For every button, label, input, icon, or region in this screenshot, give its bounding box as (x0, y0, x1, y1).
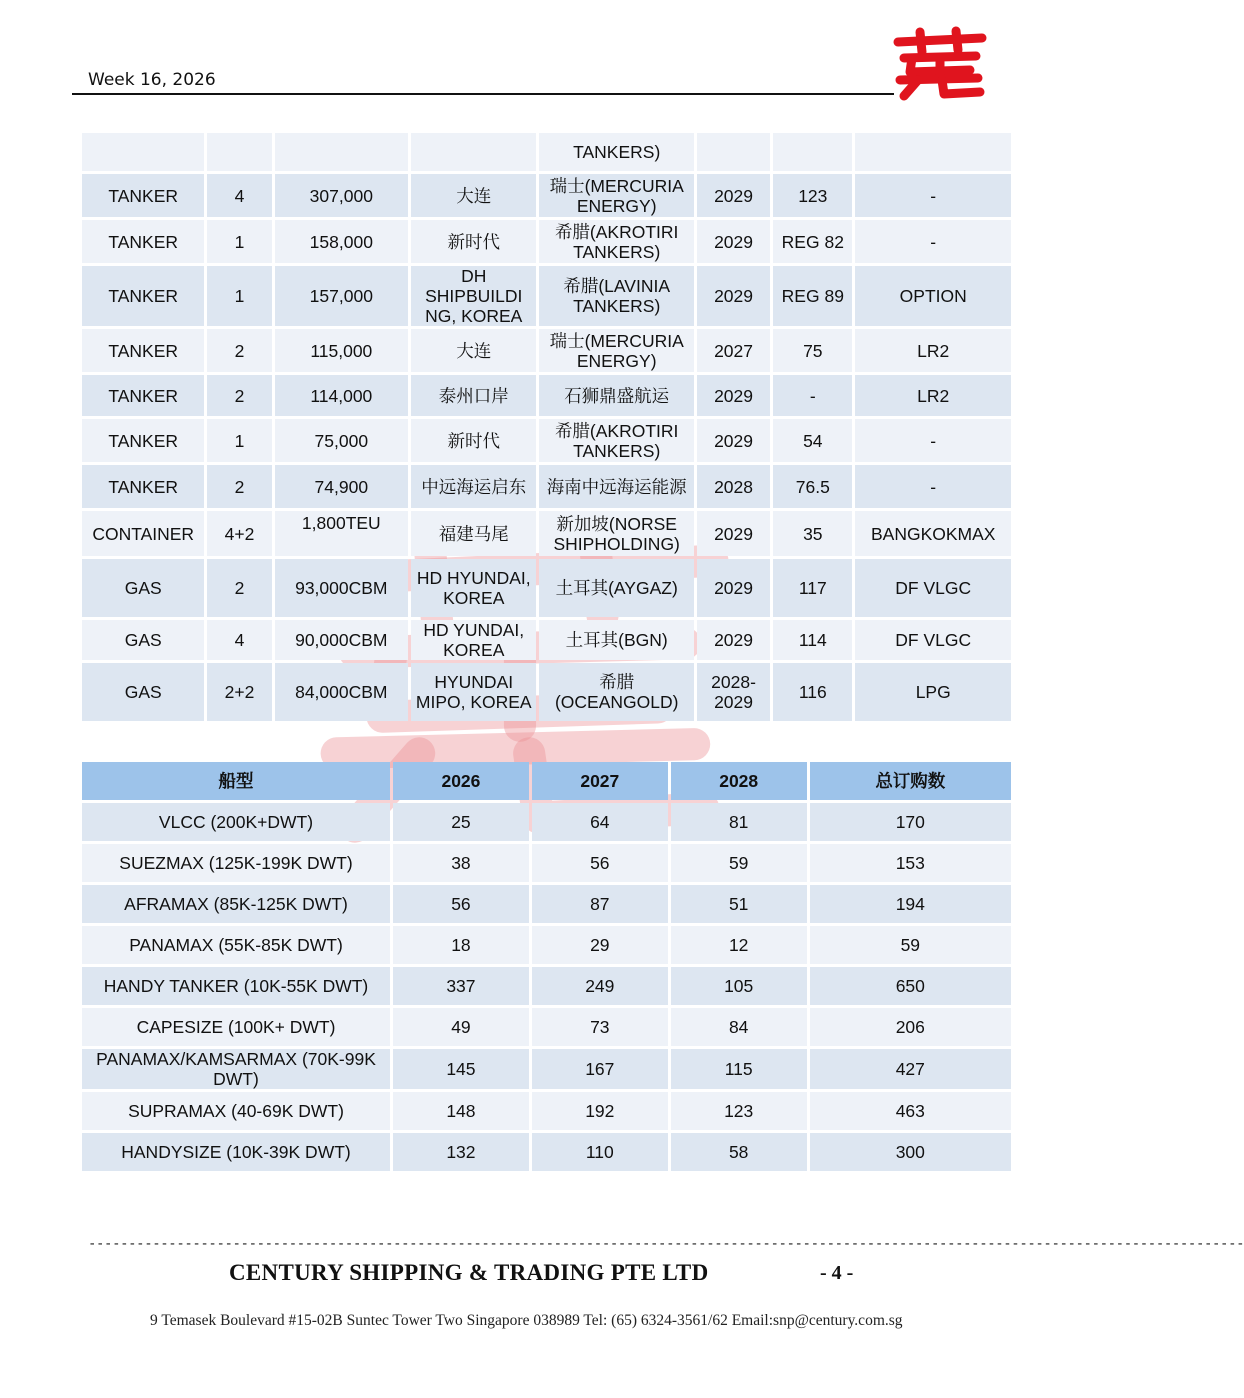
order-cell-size: 158,000 (275, 220, 408, 263)
orderbook-cell-count-2027: 87 (532, 885, 668, 923)
orderbook-cell-total-orders: 59 (810, 926, 1011, 964)
order-cell-yard: DH SHIPBUILDI NG, KOREA (411, 266, 536, 326)
order-cell-delivery: 2029 (697, 174, 770, 217)
orderbook-cell-total-orders: 300 (810, 1133, 1011, 1171)
order-cell-size: 114,000 (275, 375, 408, 416)
order-cell-remarks (855, 133, 1011, 171)
order-cell-owner: 新加坡(NORSE SHIPHOLDING) (539, 511, 694, 556)
order-cell-owner: 希腊(LAVINIA TANKERS) (539, 266, 694, 326)
order-cell-price: REG 82 (773, 220, 852, 263)
orderbook-cell-count-2027: 56 (532, 844, 668, 882)
order-cell-remarks: - (855, 419, 1011, 462)
order-cell-type: GAS (82, 663, 204, 721)
orderbook-cell-count-2028: 123 (671, 1092, 807, 1130)
order-cell-price: 123 (773, 174, 852, 217)
order-cell-qty: 2 (207, 465, 271, 508)
order-row (82, 220, 1011, 263)
order-cell-price: 75 (773, 329, 852, 372)
order-cell-remarks: LR2 (855, 329, 1011, 372)
orderbook-row (82, 885, 1011, 923)
order-row (82, 559, 1011, 617)
orderbook-cell-count-2026: 337 (393, 967, 529, 1005)
header-divider (72, 93, 894, 95)
orderbook-cell-ship-type: HANDY TANKER (10K-55K DWT) (82, 967, 390, 1005)
order-row (82, 375, 1011, 416)
order-cell-owner: 希腊(AKROTIRI TANKERS) (539, 220, 694, 263)
order-cell-yard: 福建马尾 (411, 511, 536, 556)
orderbook-cell-ship-type: AFRAMAX (85K-125K DWT) (82, 885, 390, 923)
orderbook-cell-count-2026: 132 (393, 1133, 529, 1171)
order-cell-owner: 土耳其(BGN) (539, 620, 694, 660)
order-cell-price: 76.5 (773, 465, 852, 508)
company-logo (892, 28, 988, 100)
order-cell-owner: 希腊(AKROTIRI TANKERS) (539, 419, 694, 462)
order-cell-qty (207, 133, 271, 171)
order-cell-qty: 2+2 (207, 663, 271, 721)
orderbook-row (82, 1092, 1011, 1130)
order-cell-delivery: 2028-2029 (697, 663, 770, 721)
orderbook-row (82, 967, 1011, 1005)
order-cell-size: 307,000 (275, 174, 408, 217)
order-cell-size (275, 133, 408, 171)
order-row (82, 174, 1011, 217)
order-cell-yard: 中远海运启东 (411, 465, 536, 508)
orderbook-cell-ship-type: PANAMAX/KAMSARMAX (70K-99K DWT) (82, 1049, 390, 1089)
orderbook-cell-count-2027: 192 (532, 1092, 668, 1130)
orderbook-cell-total-orders: 427 (810, 1049, 1011, 1089)
order-cell-delivery (697, 133, 770, 171)
orderbook-cell-count-2028: 84 (671, 1008, 807, 1046)
orderbook-cell-total-orders: 650 (810, 967, 1011, 1005)
order-row (82, 266, 1011, 326)
orderbook-cell-count-2027: 29 (532, 926, 668, 964)
order-cell-size: 157,000 (275, 266, 408, 326)
orderbook-cell-ship-type: PANAMAX (55K-85K DWT) (82, 926, 390, 964)
order-cell-type: GAS (82, 620, 204, 660)
order-cell-yard: HD YUNDAI, KOREA (411, 620, 536, 660)
order-cell-yard: HYUNDAI MIPO, KOREA (411, 663, 536, 721)
order-cell-size: 1,800TEU (275, 511, 408, 556)
orderbook-cell-count-2027: 73 (532, 1008, 668, 1046)
orderbook-cell-count-2028: 51 (671, 885, 807, 923)
order-cell-owner: 瑞士(MERCURIA ENERGY) (539, 174, 694, 217)
orderbook-summary-table (79, 759, 1014, 1174)
orderbook-cell-count-2028: 12 (671, 926, 807, 964)
orderbook-cell-count-2026: 25 (393, 803, 529, 841)
order-cell-remarks: LPG (855, 663, 1011, 721)
order-cell-delivery: 2029 (697, 511, 770, 556)
order-row (82, 511, 1011, 556)
orderbook-cell-total-orders: 170 (810, 803, 1011, 841)
page-number: - 4 - (820, 1262, 854, 1284)
order-cell-delivery: 2027 (697, 329, 770, 372)
order-cell-price: - (773, 375, 852, 416)
order-cell-remarks: - (855, 220, 1011, 263)
orderbook-cell-count-2027: 249 (532, 967, 668, 1005)
order-cell-type: TANKER (82, 375, 204, 416)
header-2027: 2027 (532, 762, 668, 800)
order-cell-size: 75,000 (275, 419, 408, 462)
order-cell-type: TANKER (82, 465, 204, 508)
order-cell-owner: 海南中远海运能源 (539, 465, 694, 508)
order-cell-type: TANKER (82, 266, 204, 326)
order-row (82, 329, 1011, 372)
order-cell-yard: HD HYUNDAI, KOREA (411, 559, 536, 617)
order-cell-remarks: DF VLGC (855, 559, 1011, 617)
order-row (82, 419, 1011, 462)
order-cell-qty: 2 (207, 329, 271, 372)
orderbook-row (82, 844, 1011, 882)
order-row (82, 133, 1011, 171)
order-cell-size: 115,000 (275, 329, 408, 372)
order-cell-size: 90,000CBM (275, 620, 408, 660)
order-cell-qty: 4 (207, 174, 271, 217)
order-cell-qty: 4+2 (207, 511, 271, 556)
orderbook-row (82, 803, 1011, 841)
orderbook-cell-count-2028: 59 (671, 844, 807, 882)
header-ship-type: 船型 (82, 762, 390, 800)
orderbook-cell-count-2027: 110 (532, 1133, 668, 1171)
order-cell-owner: 希腊 (OCEANGOLD) (539, 663, 694, 721)
orderbook-cell-ship-type: HANDYSIZE (10K-39K DWT) (82, 1133, 390, 1171)
orderbook-cell-total-orders: 206 (810, 1008, 1011, 1046)
company-name: CENTURY SHIPPING & TRADING PTE LTD (229, 1260, 709, 1285)
order-cell-size: 84,000CBM (275, 663, 408, 721)
footer-dashed-rule: ------------------------------------------------------------------------------------------------------------------------------------------------ (88, 1236, 1244, 1252)
orderbook-header-row (82, 762, 1011, 800)
orderbook-cell-count-2028: 81 (671, 803, 807, 841)
order-cell-price: 54 (773, 419, 852, 462)
order-cell-yard: 大连 (411, 329, 536, 372)
order-cell-remarks: - (855, 174, 1011, 217)
orderbook-cell-count-2027: 167 (532, 1049, 668, 1089)
order-cell-delivery: 2029 (697, 559, 770, 617)
order-cell-yard: 新时代 (411, 220, 536, 263)
order-cell-type: TANKER (82, 220, 204, 263)
orderbook-cell-ship-type: VLCC (200K+DWT) (82, 803, 390, 841)
orderbook-row (82, 1008, 1011, 1046)
order-cell-type: GAS (82, 559, 204, 617)
order-cell-delivery: 2029 (697, 266, 770, 326)
order-cell-delivery: 2028 (697, 465, 770, 508)
header-2026: 2026 (393, 762, 529, 800)
orderbook-row (82, 1133, 1011, 1171)
header-2028: 2028 (671, 762, 807, 800)
order-cell-price (773, 133, 852, 171)
order-cell-owner: TANKERS) (539, 133, 694, 171)
order-cell-qty: 2 (207, 375, 271, 416)
header-total-orders: 总订购数 (810, 762, 1011, 800)
order-row (82, 465, 1011, 508)
orderbook-row (82, 1049, 1011, 1089)
order-cell-type: TANKER (82, 174, 204, 217)
week-label: Week 16, 2026 (88, 70, 216, 90)
orderbook-cell-count-2026: 145 (393, 1049, 529, 1089)
orderbook-cell-total-orders: 463 (810, 1092, 1011, 1130)
order-cell-price: 35 (773, 511, 852, 556)
order-cell-yard (411, 133, 536, 171)
order-cell-qty: 2 (207, 559, 271, 617)
order-cell-qty: 1 (207, 266, 271, 326)
orderbook-cell-total-orders: 194 (810, 885, 1011, 923)
orderbook-cell-count-2026: 38 (393, 844, 529, 882)
order-cell-type: TANKER (82, 329, 204, 372)
order-cell-qty: 1 (207, 220, 271, 263)
order-cell-remarks: BANGKOKMAX (855, 511, 1011, 556)
order-cell-price: 114 (773, 620, 852, 660)
newbuilding-orders-table (79, 130, 1014, 724)
order-cell-yard: 泰州口岸 (411, 375, 536, 416)
order-cell-price: 116 (773, 663, 852, 721)
order-cell-delivery: 2029 (697, 419, 770, 462)
order-cell-owner: 土耳其(AYGAZ) (539, 559, 694, 617)
order-cell-price: REG 89 (773, 266, 852, 326)
order-row (82, 663, 1011, 721)
order-cell-type: CONTAINER (82, 511, 204, 556)
orderbook-cell-count-2028: 105 (671, 967, 807, 1005)
order-cell-qty: 4 (207, 620, 271, 660)
orderbook-cell-count-2026: 148 (393, 1092, 529, 1130)
order-cell-owner: 石狮鼎盛航运 (539, 375, 694, 416)
orderbook-cell-total-orders: 153 (810, 844, 1011, 882)
order-cell-delivery: 2029 (697, 620, 770, 660)
orderbook-cell-count-2026: 56 (393, 885, 529, 923)
order-cell-owner: 瑞士(MERCURIA ENERGY) (539, 329, 694, 372)
orderbook-cell-ship-type: SUEZMAX (125K-199K DWT) (82, 844, 390, 882)
company-address: 9 Temasek Boulevard #15-02B Suntec Tower Two Singapore 038989 Tel: (65) 6324-3561/62 Email:snp@century.com.sg (150, 1312, 903, 1329)
orderbook-cell-count-2026: 49 (393, 1008, 529, 1046)
order-cell-remarks: LR2 (855, 375, 1011, 416)
order-cell-remarks: OPTION (855, 266, 1011, 326)
orderbook-cell-count-2028: 115 (671, 1049, 807, 1089)
order-cell-type: TANKER (82, 419, 204, 462)
order-cell-size: 74,900 (275, 465, 408, 508)
order-cell-qty: 1 (207, 419, 271, 462)
order-cell-delivery: 2029 (697, 220, 770, 263)
order-cell-yard: 新时代 (411, 419, 536, 462)
order-cell-remarks: DF VLGC (855, 620, 1011, 660)
orderbook-cell-count-2027: 64 (532, 803, 668, 841)
orderbook-cell-count-2028: 58 (671, 1133, 807, 1171)
order-cell-remarks: - (855, 465, 1011, 508)
orderbook-cell-ship-type: SUPRAMAX (40-69K DWT) (82, 1092, 390, 1130)
orderbook-row (82, 926, 1011, 964)
orderbook-cell-count-2026: 18 (393, 926, 529, 964)
order-cell-type (82, 133, 204, 171)
order-cell-price: 117 (773, 559, 852, 617)
order-cell-size: 93,000CBM (275, 559, 408, 617)
order-cell-yard: 大连 (411, 174, 536, 217)
order-cell-delivery: 2029 (697, 375, 770, 416)
orderbook-cell-ship-type: CAPESIZE (100K+ DWT) (82, 1008, 390, 1046)
order-row (82, 620, 1011, 660)
